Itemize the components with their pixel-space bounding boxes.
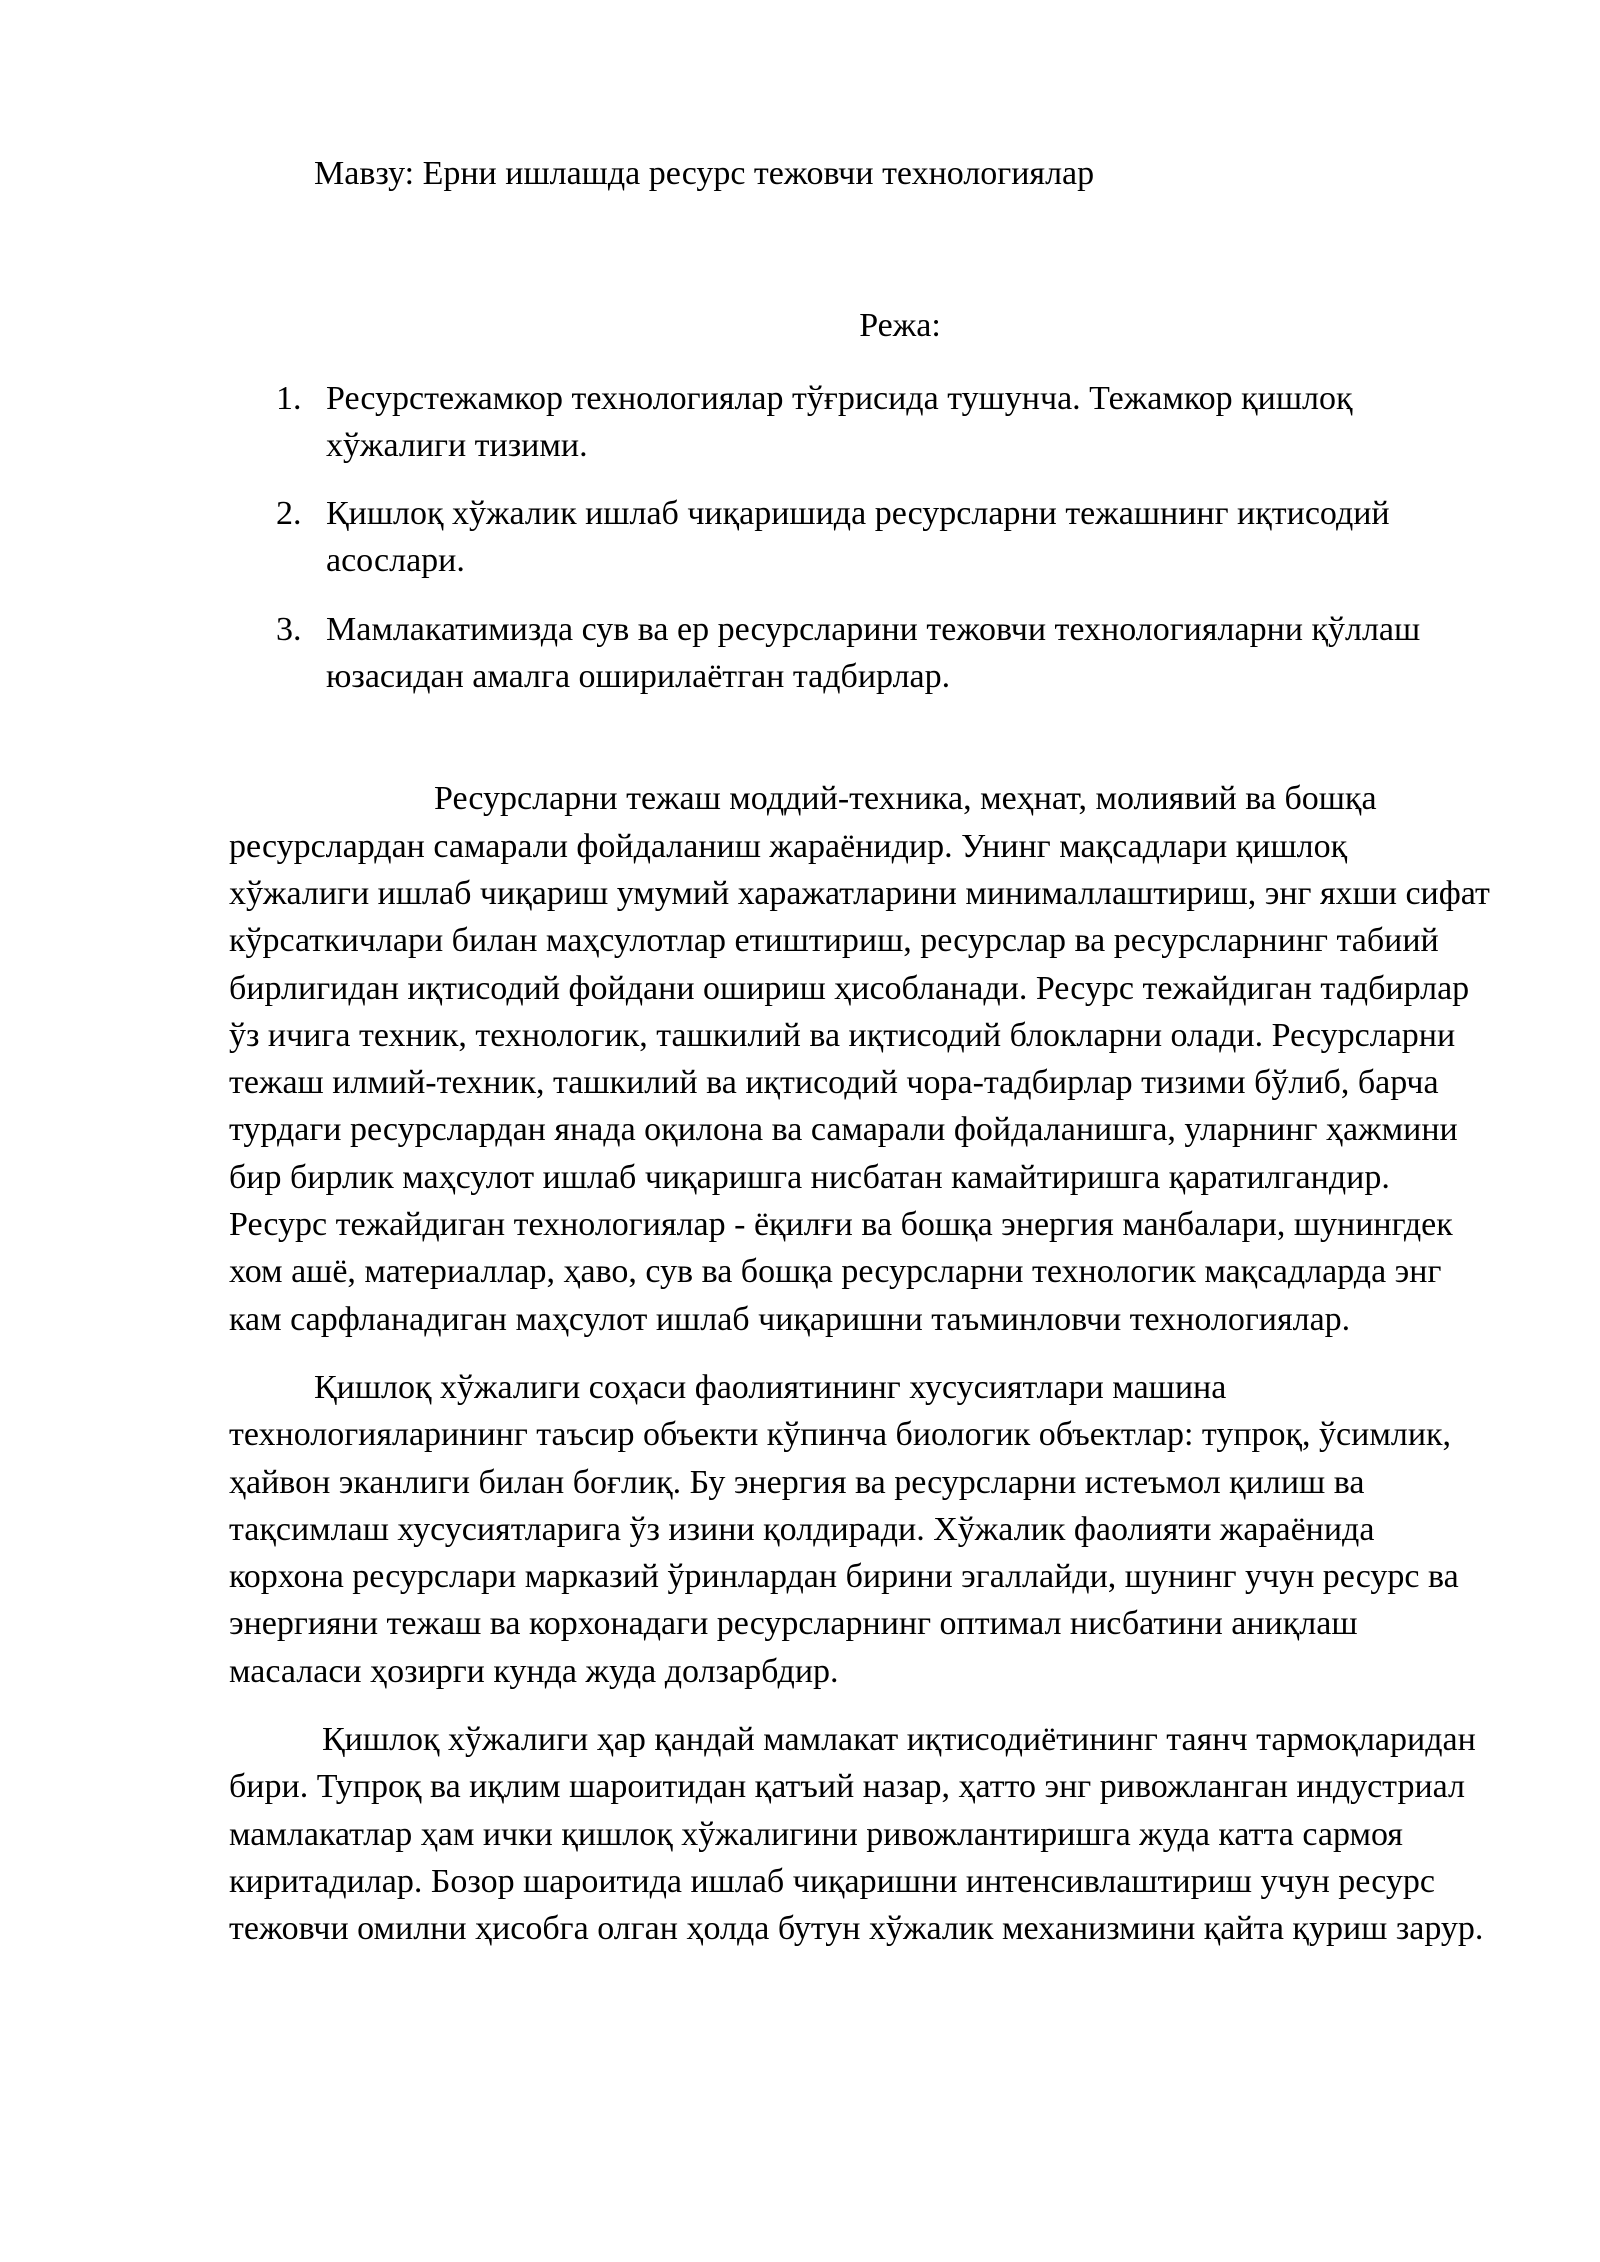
plan-list <box>229 375 1491 701</box>
document-body <box>229 150 1491 1953</box>
plan-item-number: 3. <box>276 610 302 648</box>
body-paragraph: Ресурсларни тежаш моддий-техника, меҳнат, молиявий ва бошқа ресурслардан самарали фойдаланиш жараёнидир. Унинг мақсадлари қишлоқ хўжалиги ишлаб чиқариш умумий харажатларини минималлаштириш, энг яхши сифат кўрсаткичлари билан маҳсулотлар етиштириш, ресурслар ва ресурсларнинг табиий бирлигидан иқтисодий фойдани ошириш ҳисобланади. Ресурс тежайдиган тадбирлар ўз ичига техник, технологик, ташкилий ва иқтисодий блокларни олади. Ресурсларни тежаш илмий-техник, ташкилий ва иқтисодий чора-тадбирлар тизими бўлиб, барча турдаги ресурслардан янада оқилона ва самарали фойдаланишга, уларнинг ҳажмини бир бирлик маҳсулот ишлаб чиқаришга нисбатан камайтиришга қаратилгандир. Ресурс тежайдиган технологиялар - ёқилғи ва бошқа энергия манбалари, шунингдек хом ашё, материаллар, ҳаво, сув ва бошқа ресурсларни технологик мақсадларда энг кам сарфланадиган маҳсулот ишлаб чиқаришни таъминловчи технологиялар. <box>229 780 1490 1338</box>
plan-item-text: Ресурстежамкор технологиялар тўғрисида тушунча. Тежамкор қишлоқ хўжалиги тизими. <box>326 379 1353 464</box>
body-paragraph: Қишлоқ хўжалиги соҳаси фаолиятининг хусусиятлари машина технологияларининг таъсир объекти кўпинча биологик объектлар: тупроқ, ўсимлик, ҳайвон эканлиги билан боғлиқ. Бу энергия ва ресурсларни истеъмол қилиш ва тақсимлаш хусусиятларига ўз изини қолдиради. Хўжалик фаолияти жараёнида корхона ресурслари марказий ўринлардан бирини эгаллайди, шунинг учун ресурс ва энергияни тежаш ва корхонадаги ресурсларнинг оптимал нисбатини аниқлаш масаласи ҳозирги кунда жуда долзарбдир. <box>229 1368 1459 1690</box>
document-topic: Мавзу: Ерни ишлашда ресурс тежовчи технологиялар <box>314 155 1095 192</box>
plan-item-number: 2. <box>276 495 302 533</box>
plan-title: Режа: <box>859 307 941 345</box>
plan-item <box>229 375 1491 470</box>
plan-item-text: Қишлоқ хўжалик ишлаб чиқаришида ресурсларни тежашнинг иқтисодий асослари. <box>326 495 1390 580</box>
plan-item <box>229 490 1491 585</box>
body-paragraph: Қишлоқ хўжалиги ҳар қандай мамлакат иқтисодиётининг таянч тармоқларидан бири. Тупроқ ва иқлим шароитидан қатъий назар, ҳатто энг ривожланган индустриал мамлакатлар ҳам ички қишлоқ хўжалигини ривожлантиришга жуда катта сармоя киритадилар. Бозор шароитида ишлаб чиқаришни интенсивлаштириш учун ресурс тежовчи омилни ҳисобга олган ҳолда бутун хўжалик механизмини қайта қуриш зарур. <box>229 1721 1484 1948</box>
plan-item-number: 1. <box>276 379 302 417</box>
plan-item-text: Мамлакатимизда сув ва ер ресурсларини тежовчи технологияларни қўллаш юзасидан амалга оширилаётган тадбирлар. <box>326 610 1421 696</box>
plan-item <box>229 606 1491 701</box>
